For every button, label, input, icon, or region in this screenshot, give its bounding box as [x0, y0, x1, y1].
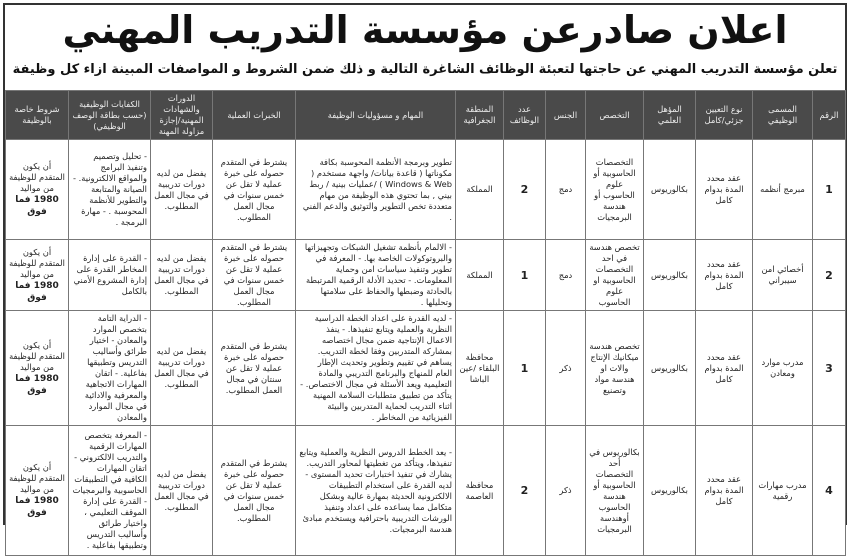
announcement-subtitle: تعلن مؤسسة التدريب المهني عن حاجتها لتعبئة الوظائف الشاغرة التالية و ذلك ضمن الشروط و المواصفات المبينة ازاء كل وظيفة: [12, 62, 838, 77]
table-row: [6, 240, 846, 311]
cell-number: 4: [813, 426, 846, 556]
header-tasks: المهام و مسؤوليات الوظيفة: [296, 91, 456, 140]
cell-number: 2: [813, 240, 846, 311]
cell-qualification: بكالوريوس: [644, 311, 696, 426]
header-gender: الجنس: [546, 91, 586, 140]
cell-region: محافظة العاصمة: [456, 426, 504, 556]
announcement-title: اعلان صادرعن مؤسسة التدريب المهني: [62, 8, 788, 52]
cell-specialization: تخصص هندسة ميكانيك الإنتاج والات او هندسة مواد وتصنيع: [586, 311, 644, 426]
cell-qualification: بكالوريوس: [644, 240, 696, 311]
cell-special-conditions: [6, 311, 69, 426]
special-text: أن يكون المتقدم للوظيفة من مواليد: [9, 462, 65, 494]
cell-tasks: - الالمام بأنظمة تشغيل الشبكات وتجهيزاتها والبروتوكولات الخاصة بها. - المعرفة في تطوير وتنفيذ سياسات امن وحماية المعلومات. - تحديد الأدلة الرقمية المرتبطة بالحادثة وضبطها والحفاظ على سلامتها وتحليلها .: [296, 240, 456, 311]
special-year: 1980 فما فوق: [15, 496, 59, 518]
cell-number: 1: [813, 140, 846, 240]
header-qualification: المؤهل العلمي: [644, 91, 696, 140]
cell-job-title: مبرمج أنظمه: [753, 140, 813, 240]
header-number: الرقم: [813, 91, 846, 140]
cell-specialization: التخصصات الحاسوبية أو علوم الحاسوب أو هندسة البرمجيات: [586, 140, 644, 240]
table-header-row: [6, 91, 846, 140]
cell-region: محافظة البلقاء /عين الباشا: [456, 311, 504, 426]
header-special-conditions: شروط خاصة بالوظيفة: [6, 91, 69, 140]
cell-count: 2: [504, 140, 546, 240]
cell-competencies: - الدراية التامة بتخصص الموارد والمعادن - اختيار طرائق وأساليب التدريس وتطبيقها بفاعلية. - اتقان المهارات الاتجاهية والمعرفية والادائية في مجال الموارد والمعادن: [69, 311, 151, 426]
header-experience: الخبرات العملية: [213, 91, 296, 140]
table-row: [6, 311, 846, 426]
table-row: [6, 140, 846, 240]
cell-appointment-type: عقد محدد المدة بدوام كامل: [696, 311, 753, 426]
cell-courses: يفضل من لديه دورات تدريبية في مجال العمل المطلوب.: [151, 240, 213, 311]
cell-specialization: بكالوريوس في أحد التخصصات الحاسوبية أو هندسة الحاسوب أوهندسة البرمجيات: [586, 426, 644, 556]
cell-gender: دمج: [546, 240, 586, 311]
cell-competencies: - تحليل وتصميم وتنفيذ البرامج والمواقع الالكترونية. - الصيانة والمتابعة والتطوير للأنظمة المحوسبة . - مهارة البرمجة .: [69, 140, 151, 240]
cell-region: المملكة: [456, 140, 504, 240]
cell-appointment-type: عقد محدد المدة بدوام كامل: [696, 240, 753, 311]
special-year: 1980 فما فوق: [15, 280, 59, 303]
cell-job-title: مدرب مهارات رقمية: [753, 426, 813, 556]
cell-count: 1: [504, 311, 546, 426]
cell-specialization: تخصص هندسة في احد التخصصات الحاسوبية او علوم الحاسوب: [586, 240, 644, 311]
header-appointment-type: نوع التعيين جزئي/كامل: [696, 91, 753, 140]
header-count: عدد الوظائف: [504, 91, 546, 140]
header-courses: الدورات والشهادات المهنية/إجازة مزاولة المهنة: [151, 91, 213, 140]
cell-gender: دمج: [546, 140, 586, 240]
table-row: [6, 426, 846, 556]
cell-tasks: تطوير وبرمجة الأنظمة المحوسبة بكافة مكوناتها ( قاعدة بيانات/ واجهة مستخدم ( Windows & Web ) /عمليات بينية / ربط بيني , بما تحتوي هذه الوظيفة من مهام متعددة تخص التطوير والتوثيق والدعم الفني .: [296, 140, 456, 240]
special-year: 1980 فما فوق: [15, 195, 59, 217]
cell-appointment-type: عقد محدد المدة بدوام كامل: [696, 140, 753, 240]
cell-special-conditions: [6, 140, 69, 240]
cell-tasks: - لديه القدرة على اعداد الخطة الدراسية النظرية والعملية ويتابع تنفيذها. - ينفذ الاعمال الإنتاجية ضمن مجال اختصاصه بمشاركة المتدربين وفقا لخطة التدريب. يساهم في تقييم وتطوير وتحديث الإطار العام للمنهاج والبرنامج التدريبي والمادة التعليمية ويعد الأسئلة في مجال الاختصاص. - يتأكد من تطبيق متطلبات السلامة المهنية اثناء التدريب لحماية المتدربين والبيئة الفيزيائية من المخاطر .: [296, 311, 456, 426]
special-text: أن يكون المتقدم للوظيفة من مواليد: [9, 339, 65, 372]
cell-count: 2: [504, 426, 546, 556]
cell-competencies: - المعرفة بتخصص المهارات الرقمية والتدريب الالكتروني - اتقان المهارات الكافية في التطبيقات الحاسوبية والبرمجيات - القدرة على إدارة الموقف التعليمي ، واختيار طرائق وأساليب التدريس وتطبيقها بفاعلية .: [69, 426, 151, 556]
header-job-title: المسمى الوظيفي: [753, 91, 813, 140]
jobs-table: [5, 90, 846, 556]
cell-tasks: - يعد الخطط الدروس النظرية والعملية ويتابع تنفيذها، ويتأكد من تغطيتها لمحاور التدريب. يشارك في تنفيذ اختبارات تحديد المستوى - لديه القدرة على استخدام التطبيقات الالكترونية الحديثة بمهارة عالية وبشكل متكامل مما يساعده على اعداد وتنفيذ الورشات التدريبية باحترافية ويستخدم مبادئ هندسة البرمجيات.: [296, 426, 456, 556]
header-region: المنطقة الجغرافية: [456, 91, 504, 140]
special-text: أن يكون المتقدم للوظيفة من مواليد: [9, 246, 65, 279]
cell-competencies: - القدرة على إدارة المخاطر القدرة على إدارة المشروع الأمني بالكامل: [69, 240, 151, 311]
cell-courses: يفضل من لديه دورات تدريبية في مجال العمل المطلوب.: [151, 311, 213, 426]
cell-experience: يشترط في المتقدم حصوله على خبرة عملية لا تقل عن سنتان في مجال العمل المطلوب.: [213, 311, 296, 426]
cell-special-conditions: [6, 240, 69, 311]
cell-job-title: أخصائي امن سيبراني: [753, 240, 813, 311]
cell-special-conditions: [6, 426, 69, 556]
cell-courses: يفضل من لديه دورات تدريبية في مجال العمل المطلوب.: [151, 426, 213, 556]
cell-experience: يشترط في المتقدم حصوله على خبرة عملية لا تقل عن خمس سنوات في مجال العمل المطلوب.: [213, 140, 296, 240]
cell-appointment-type: عقد محدد المدة بدوام كامل: [696, 426, 753, 556]
cell-gender: ذكر: [546, 426, 586, 556]
header-competencies: الكفايات الوظيفية (حسب بطاقة الوصف الوظيفي): [69, 91, 151, 140]
cell-experience: يشترط في المتقدم حصوله على خبرة عملية لا تقل عن خمس سنوات في مجال العمل المطلوب.: [213, 240, 296, 311]
cell-qualification: بكالوريوس: [644, 426, 696, 556]
special-text: أن يكون المتقدم للوظيفة من مواليد: [9, 161, 65, 193]
cell-qualification: بكالوريوس: [644, 140, 696, 240]
cell-region: المملكة: [456, 240, 504, 311]
cell-job-title: مدرب موارد ومعادن: [753, 311, 813, 426]
cell-courses: يفضل من لديه دورات تدريبية في مجال العمل المطلوب.: [151, 140, 213, 240]
header-specialization: التخصص: [586, 91, 644, 140]
cell-number: 3: [813, 311, 846, 426]
cell-gender: ذكر: [546, 311, 586, 426]
cell-count: 1: [504, 240, 546, 311]
special-year: 1980 فما فوق: [15, 373, 59, 396]
cell-experience: يشترط في المتقدم حصوله على خبرة عملية لا تقل عن خمس سنوات في مجال العمل المطلوب.: [213, 426, 296, 556]
